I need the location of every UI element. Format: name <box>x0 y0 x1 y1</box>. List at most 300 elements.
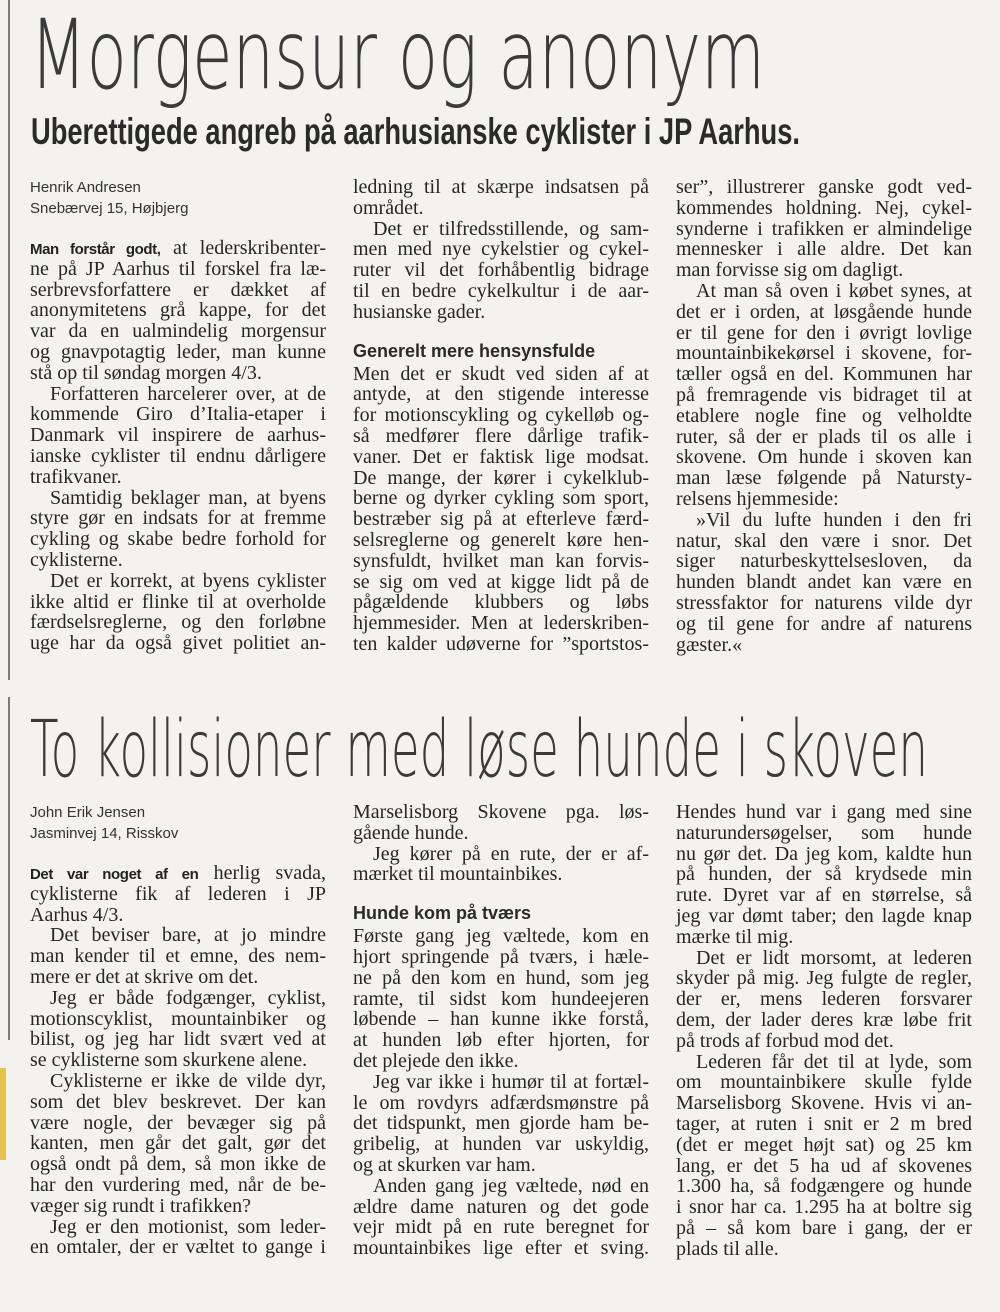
line-text: At man så oven i købet synes, at <box>696 279 972 302</box>
line-text: motionscyklist, mountainbiker og <box>30 1007 326 1030</box>
text-line <box>353 364 649 385</box>
text-line-content <box>30 633 326 654</box>
text-line-content <box>353 989 649 1010</box>
text-line-content <box>676 906 972 927</box>
text-line <box>353 260 649 281</box>
author-name: John Erik Jensen <box>30 804 146 821</box>
text-line <box>30 1196 326 1217</box>
text-line <box>353 1176 649 1197</box>
text-line <box>353 384 649 405</box>
text-line-content <box>676 823 972 844</box>
paragraph <box>30 571 326 654</box>
paragraph <box>353 802 649 844</box>
line-text: løbende – han kunne ikke forstå, <box>353 1008 649 1031</box>
text-line-content <box>676 1114 972 1135</box>
paragraph <box>676 948 972 1052</box>
author-address: Snebærvej 15, Højbjerg <box>30 200 189 217</box>
text-line <box>676 614 972 635</box>
text-line-content <box>353 1051 519 1072</box>
line-text: selsreglerne og generelt køre hen- <box>353 528 649 551</box>
paragraph <box>676 510 972 656</box>
text-line <box>30 280 326 301</box>
text-line <box>30 1217 326 1238</box>
line-text: berne og dyrker cykling som sport, <box>353 487 649 510</box>
text-line <box>353 177 649 198</box>
text-line <box>30 1009 326 1030</box>
line-text: ruter, så der er plads til os alle i <box>676 425 972 448</box>
line-text: gående hunde. <box>353 821 469 844</box>
text-line <box>353 239 649 260</box>
text-line-content <box>676 219 972 240</box>
text-line <box>676 427 972 448</box>
text-line <box>353 281 649 302</box>
text-line-content <box>353 823 469 844</box>
line-text: 1.300 ha, så fodgængere og hunde <box>676 1175 972 1198</box>
paragraph <box>353 364 649 655</box>
text-line <box>353 468 649 489</box>
paragraph <box>676 1052 972 1260</box>
text-line <box>30 1237 326 1258</box>
text-line-content <box>676 593 972 614</box>
text-line-content <box>676 531 972 552</box>
line-text: er til gene for den i øvrigt lovlige <box>676 321 972 344</box>
line-text: Marselisborg Skovene pga. løs- <box>353 801 649 823</box>
paragraph <box>30 238 326 384</box>
text-line <box>30 259 326 280</box>
text-line <box>30 508 326 529</box>
line-text: Det er tilfredsstillende, og sam- <box>373 217 649 240</box>
line-text: på hunden, der så krydsede min <box>676 863 972 886</box>
line-text: en omtaler, der er væltet to gange i <box>30 1236 326 1259</box>
line-text: det tidspunkt, men gjorde ham be- <box>353 1112 649 1135</box>
line-text: Samtidig beklager man, at byens <box>50 486 326 509</box>
text-line <box>30 238 326 259</box>
text-line-content <box>353 177 649 198</box>
text-line <box>353 1113 649 1134</box>
line-text: mountainbikekørsel i skovene, for- <box>676 342 972 365</box>
line-text: nu gør det. Da jeg kom, kaldte hun <box>676 842 972 865</box>
text-line-content <box>30 1050 307 1071</box>
text-line <box>30 384 326 405</box>
text-line-content <box>30 425 326 446</box>
line-text: om mountainbikere skulle fylde <box>676 1071 972 1094</box>
line-text: bestræber sig på at efterleve færd- <box>353 508 649 531</box>
text-line <box>30 884 326 905</box>
text-line <box>676 531 972 552</box>
article-2-column-1-body <box>30 863 326 1258</box>
text-line <box>676 968 972 989</box>
text-line <box>676 864 972 885</box>
line-text: Jeg er både fodgænger, cyklist, <box>50 986 326 1009</box>
paragraph <box>676 281 972 510</box>
text-line <box>676 239 972 260</box>
text-line <box>676 906 972 927</box>
line-text: plads til alle. <box>676 1237 779 1260</box>
line-text: kommende Giro d’Italia-etaper i <box>30 403 326 426</box>
text-line-content <box>30 342 326 363</box>
text-line-content <box>30 967 258 988</box>
text-line <box>676 1218 972 1239</box>
text-line-content <box>30 550 123 571</box>
line-text: antyde, at den stigende interesse <box>353 383 649 406</box>
text-line <box>676 468 972 489</box>
text-line-content <box>676 844 972 865</box>
text-line <box>30 905 326 926</box>
text-line <box>676 302 972 323</box>
author-address: Jasminvej 14, Risskov <box>30 825 179 842</box>
line-text: færdselsreglerne, og den forløbne <box>30 611 326 634</box>
line-text: Men det er skudt ved siden af at <box>353 362 649 385</box>
text-line <box>353 1155 649 1176</box>
text-line-content <box>30 863 326 886</box>
text-line-content <box>676 343 972 364</box>
line-text: Cyklisterne er ikke de vilde dyr, <box>50 1069 326 1092</box>
paragraph <box>353 1176 649 1259</box>
line-text: på trods af forbud mod det. <box>676 1029 894 1052</box>
line-text: også ondt på dem, så mon ikke de <box>30 1153 326 1176</box>
text-line <box>676 1239 972 1260</box>
line-text: stressfaktor for naturens vilde dyr <box>676 591 972 614</box>
line-text: tager, at ruten i snit er 2 m bred <box>676 1112 972 1135</box>
text-line-content <box>30 1237 326 1258</box>
text-line <box>353 219 649 240</box>
line-text: se cyklisterne som skurkene alene. <box>30 1049 308 1072</box>
line-text: til en bedre cykelkultur i de aar- <box>353 279 649 302</box>
text-line-content <box>353 302 485 323</box>
text-line <box>30 363 326 384</box>
line-text: Jeg var ikke i humør til at fortæl- <box>373 1070 649 1093</box>
text-line <box>30 571 326 592</box>
line-text: lang, er det 5 ha ud af skovenes <box>676 1154 972 1177</box>
text-line <box>676 281 972 302</box>
scan-edge-line <box>8 0 10 680</box>
text-line-content <box>353 551 649 572</box>
line-text: ianske cyklister til endnu dårligere <box>30 444 326 467</box>
text-line-content <box>676 364 972 385</box>
line-text: dem, der lader deres kræ løbe frit <box>676 1008 972 1031</box>
text-line-content <box>30 1175 326 1196</box>
text-line-content <box>676 385 972 406</box>
text-line-content <box>676 1218 972 1239</box>
line-text: pågældende klubbers og løbs <box>353 591 649 614</box>
text-line-content <box>30 280 326 301</box>
line-text: »Vil du lufte hunden i den fri <box>696 508 972 531</box>
text-line-content <box>676 614 972 635</box>
text-line <box>30 1029 326 1050</box>
text-line-content <box>353 1113 649 1134</box>
text-line <box>676 447 972 468</box>
line-text: og gnavpotagtig leder, man kunne <box>30 340 326 363</box>
line-text: Forfatteren harcelerer over, at de <box>50 382 326 405</box>
line-text: være nogle, der bevæger sig på <box>30 1111 326 1134</box>
text-line-content <box>30 884 326 905</box>
text-line <box>676 1010 972 1031</box>
line-text: husianske gader. <box>353 300 486 323</box>
author-name: Henrik Andresen <box>30 179 141 196</box>
text-line-content <box>50 1071 326 1092</box>
text-line-content <box>696 948 972 969</box>
text-line <box>353 198 649 219</box>
line-text: cyklisterne. <box>30 548 123 571</box>
text-line-content <box>676 177 972 198</box>
text-line-content <box>676 468 972 489</box>
text-line <box>676 323 972 344</box>
text-line-content <box>30 404 326 425</box>
text-line-content <box>353 426 649 447</box>
text-line-content <box>353 613 649 634</box>
text-line-content <box>353 468 649 489</box>
line-text: Jeg er den motionist, som leder- <box>50 1215 326 1238</box>
text-line <box>30 863 326 884</box>
text-line <box>676 551 972 572</box>
text-line <box>353 572 649 593</box>
text-line <box>30 1092 326 1113</box>
line-text: Danmark vil inspirere de aarhus- <box>30 424 326 447</box>
line-text: kommendes holdning. Nej, cykel- <box>676 196 972 219</box>
text-line <box>353 1134 649 1155</box>
text-line <box>676 1114 972 1135</box>
article-2-headline-text: To kollisioner med løse hunde i skoven <box>30 705 928 795</box>
line-text: tæller også en del. Kommunen har <box>676 363 972 386</box>
line-text: vaner. Det er faktisk lige modsat. <box>353 445 649 468</box>
text-line <box>30 1050 326 1071</box>
text-line-content <box>676 1197 972 1218</box>
text-line <box>676 593 972 614</box>
line-text: ne på JP Aarhus til forskel fra læ- <box>30 257 326 280</box>
line-text: ruter vil det forhåbentlig bidrage <box>353 259 649 282</box>
text-line <box>30 467 326 488</box>
text-line <box>676 823 972 844</box>
line-text: mountainbikes lige efter et sving. <box>353 1237 649 1260</box>
text-line-content <box>676 551 972 572</box>
line-text: jeg var dømt taber; den lagde knap <box>676 904 972 927</box>
line-text: Det er korrekt, at byens cyklister <box>50 569 326 592</box>
text-line <box>353 509 649 530</box>
text-line-content <box>30 1029 326 1050</box>
text-line-content <box>676 323 972 344</box>
text-line-content <box>353 488 649 509</box>
line-text: le om rovdyrs adfærdsmønstre på <box>353 1091 649 1114</box>
text-line-content <box>676 1010 972 1031</box>
article-2-column-3 <box>676 802 972 1260</box>
text-line <box>676 989 972 1010</box>
text-line <box>353 864 649 885</box>
text-line-content <box>353 947 649 968</box>
text-line <box>353 1030 649 1051</box>
line-text: Aarhus 4/3. <box>30 903 124 926</box>
article-1-column-1 <box>30 177 326 654</box>
text-line-content <box>373 1072 649 1093</box>
line-text: at lederskribenter- <box>172 237 326 259</box>
text-line-content <box>353 447 649 468</box>
line-text: Det beviser bare, at jo mindre <box>50 924 326 947</box>
text-line-content <box>676 927 793 948</box>
text-line-content <box>353 364 649 385</box>
line-text: De mange, der kører i cykelklub- <box>353 466 649 489</box>
text-line <box>353 426 649 447</box>
text-line-content <box>30 946 326 967</box>
text-line-content <box>353 1009 649 1030</box>
line-text: på – så kom bare i gang, der er <box>676 1216 972 1239</box>
line-text: stå op til søndag morgen 4/3. <box>30 361 262 384</box>
line-text: væger sig rundt i trafikken? <box>30 1194 252 1217</box>
text-line-content <box>353 802 649 823</box>
line-text: gæster.« <box>676 633 743 656</box>
text-line <box>676 802 972 823</box>
line-text: gribelig, at hunden var uskyldig, <box>353 1133 649 1156</box>
line-text: skyder på mig. Jeg fulgte de regler, <box>676 967 972 990</box>
text-line-content <box>676 406 972 427</box>
line-text: man forvisse sig om dagligt. <box>676 259 904 282</box>
text-line-content <box>676 1176 972 1197</box>
paragraph <box>30 488 326 571</box>
text-line <box>676 177 972 198</box>
subheading: Hunde kom på tværs <box>353 903 532 924</box>
text-line <box>353 1238 649 1259</box>
text-line-content <box>353 509 649 530</box>
line-text: var da en ualmindelig morgensur <box>30 320 326 343</box>
text-line <box>30 967 326 988</box>
line-text: ser”, illustrerer ganske godt ved- <box>676 176 972 198</box>
text-line-content <box>353 634 649 655</box>
text-line <box>353 302 649 323</box>
text-line-content <box>353 864 562 885</box>
text-line <box>30 988 326 1009</box>
text-line <box>676 198 972 219</box>
text-line-content <box>373 219 649 240</box>
line-text: men med nye cykelstier og cykel- <box>353 238 649 261</box>
text-line-content <box>696 281 972 302</box>
line-text: natur, skal den være i snor. Det <box>676 529 972 552</box>
text-line <box>30 300 326 321</box>
text-line-content <box>676 447 972 468</box>
text-line <box>353 1072 649 1093</box>
text-line <box>353 613 649 634</box>
text-line-content <box>50 988 326 1009</box>
text-line <box>30 633 326 654</box>
line-text: som det blev beskrevet. Der kan <box>30 1090 326 1113</box>
text-line-content <box>30 238 326 261</box>
text-line <box>676 406 972 427</box>
line-text: for motionscykling og cykelløb og- <box>353 404 649 427</box>
paragraph <box>676 802 972 948</box>
line-text: det plejede den ikke. <box>353 1049 519 1072</box>
text-line-content <box>353 1238 649 1259</box>
text-line-content <box>676 260 903 281</box>
text-line-content <box>50 1217 326 1238</box>
line-text: og til gene for andre af naturens <box>676 612 972 635</box>
line-text: Hendes hund var i gang med sine <box>676 801 972 823</box>
line-text: der er, mens lederen forsvarer <box>676 988 972 1011</box>
line-text: rute. Dyret var af en størrelse, så <box>676 884 972 907</box>
text-line <box>30 1154 326 1175</box>
line-text: uge har da også givet politiet an- <box>30 632 326 655</box>
text-line-content <box>676 1072 972 1093</box>
line-text: cykling og skabe bedre forhold for <box>30 528 326 551</box>
text-line <box>353 1093 649 1114</box>
text-line <box>30 550 326 571</box>
line-text: ne på den kom en hund, som jeg <box>353 966 649 989</box>
text-line <box>676 385 972 406</box>
text-line <box>676 1176 972 1197</box>
text-line-content <box>353 1030 649 1051</box>
scan-edge-color-strip <box>0 1068 6 1160</box>
paragraph <box>353 1072 649 1176</box>
lead-in-text: Det var noget af en <box>30 866 199 883</box>
text-line-content <box>353 405 649 426</box>
text-line-content <box>50 488 326 509</box>
text-line <box>353 802 649 823</box>
article-2-byline <box>30 802 326 844</box>
text-line-content <box>353 968 649 989</box>
paragraph <box>30 988 326 1071</box>
text-line <box>353 947 649 968</box>
line-text: (det er meget højt sat) og 25 km <box>676 1133 972 1156</box>
line-text: skovene. Om hunde i skoven kan <box>676 446 972 469</box>
line-text: Første gang jeg væltede, kom en <box>353 925 649 948</box>
text-line-content <box>50 571 326 592</box>
article-1-headline-text: Morgensur og anonym <box>30 0 765 111</box>
line-text: Anden gang jeg væltede, nød en <box>373 1174 649 1197</box>
text-line <box>676 1197 972 1218</box>
text-line <box>30 925 326 946</box>
text-line <box>353 926 649 947</box>
line-text: hjort springende på tværs, i hæle- <box>353 945 649 968</box>
line-text: ikke altid er flinke til at overholde <box>30 590 326 613</box>
text-line <box>676 364 972 385</box>
text-line <box>30 404 326 425</box>
scan-edge-line <box>8 697 10 1040</box>
text-line <box>676 510 972 531</box>
text-line-content <box>676 1031 894 1052</box>
text-line-content <box>30 1009 326 1030</box>
text-line-content <box>30 1133 326 1154</box>
line-text: mere er det at skrive om det. <box>30 965 259 988</box>
line-text: relsens hjemmeside: <box>676 487 839 510</box>
line-text: det er i orden, at løsgående hunde <box>676 300 972 323</box>
text-line <box>30 321 326 342</box>
text-line-content <box>30 446 326 467</box>
line-text: hunden blandt andet kan være en <box>676 571 972 594</box>
text-line-content <box>30 363 262 384</box>
text-line-content <box>676 198 972 219</box>
text-line <box>676 219 972 240</box>
line-text: mærke til mig. <box>676 925 794 948</box>
line-text: Det er lidt morsomt, at lederen <box>696 946 972 969</box>
line-text: så medfører flere dårlige trafik- <box>353 424 649 447</box>
text-line <box>676 1031 972 1052</box>
paragraph <box>353 177 649 219</box>
text-line-content <box>50 384 326 405</box>
line-text: siger naturbeskyttelsesloven, da <box>676 550 972 573</box>
text-line <box>353 1051 649 1072</box>
text-line-content <box>30 1113 326 1134</box>
text-line <box>353 530 649 551</box>
paragraph <box>353 219 649 323</box>
text-line-content <box>676 572 972 593</box>
line-text: trafikvaner. <box>30 465 122 488</box>
text-line-content <box>676 1156 972 1177</box>
text-line <box>676 927 972 948</box>
text-line-content <box>353 281 649 302</box>
text-line <box>30 946 326 967</box>
paragraph <box>353 844 649 886</box>
text-line-content <box>676 427 972 448</box>
line-text: synsfuldt, hvilket man kan forvis- <box>353 549 649 572</box>
text-line <box>676 1052 972 1073</box>
text-line <box>353 823 649 844</box>
text-line-content <box>30 321 326 342</box>
